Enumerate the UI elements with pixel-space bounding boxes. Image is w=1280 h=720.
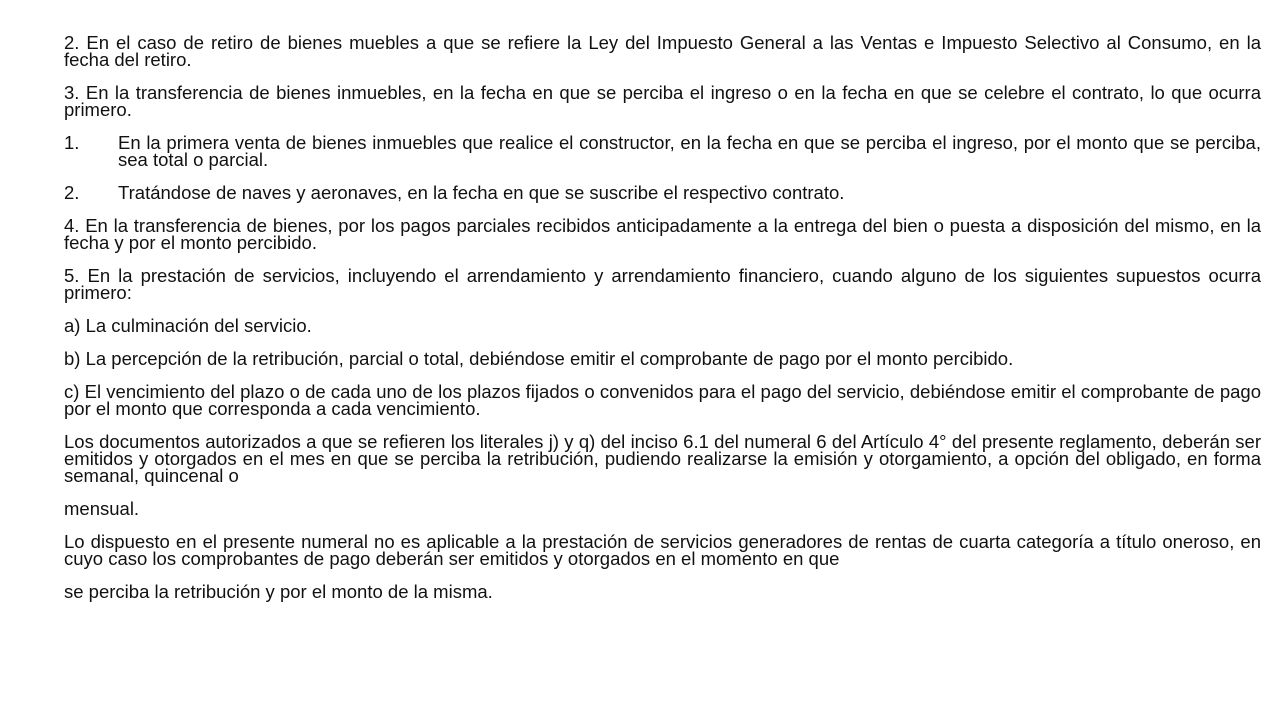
paragraph-a: a) La culminación del servicio. <box>64 315 312 336</box>
paragraph-c: c) El vencimiento del plazo o de cada uno de los plazos fijados o convenidos para el pago del servicio, debiéndose emitir el comprobante de pago por el monto que corresponda a cada vencimiento. <box>64 381 1261 419</box>
paragraph-dispuesto-continuation: se perciba la retribución y por el monto de la misma. <box>64 581 493 602</box>
list-text: En la primera venta de bienes inmuebles que realice el constructor, en la fecha en que se perciba el ingreso, por el monto que se perciba, sea total o parcial. <box>118 132 1261 170</box>
list-text: Tratándose de naves y aeronaves, en la fecha en que se suscribe el respectivo contrato. <box>118 182 845 203</box>
document-body <box>64 34 1261 616</box>
list-item <box>64 184 1261 201</box>
paragraph-5: 5. En la prestación de servicios, incluyendo el arrendamiento y arrendamiento financiero, cuando alguno de los siguientes supuestos ocurra primero: <box>64 265 1261 303</box>
list-item <box>64 134 1261 168</box>
paragraph-4: 4. En la transferencia de bienes, por los pagos parciales recibidos anticipadamente a la entrega del bien o puesta a disposición del mismo, en la fecha y por el monto percibido. <box>64 215 1261 253</box>
paragraph-2: 2. En el caso de retiro de bienes muebles a que se refiere la Ley del Impuesto General a las Ventas e Impuesto Selectivo al Consumo, en la fecha del retiro. <box>64 32 1261 70</box>
paragraph-documents-continuation: mensual. <box>64 498 140 519</box>
paragraph-documents: Los documentos autorizados a que se refieren los literales j) y q) del inciso 6.1 del numeral 6 del Artículo 4° del presente reglamento, deberán ser emitidos y otorgados en el mes en que se perciba la retribución, pudiendo realizarse la emisión y otorgamiento, a opción del obligado, en forma semanal, quincenal o <box>64 431 1261 486</box>
paragraph-dispuesto: Lo dispuesto en el presente numeral no es aplicable a la prestación de servicios generadores de rentas de cuarta categoría a título oneroso, en cuyo caso los comprobantes de pago deberán ser emitidos y otorgados en el momento en que <box>64 531 1261 569</box>
list-number: 2. <box>64 182 80 203</box>
paragraph-b: b) La percepción de la retribución, parcial o total, debiéndose emitir el comprobante de pago por el monto percibido. <box>64 348 1014 369</box>
paragraph-3: 3. En la transferencia de bienes inmuebles, en la fecha en que se perciba el ingreso o en la fecha en que se celebre el contrato, lo que ocurra primero. <box>64 82 1261 120</box>
list-number: 1. <box>64 132 80 153</box>
